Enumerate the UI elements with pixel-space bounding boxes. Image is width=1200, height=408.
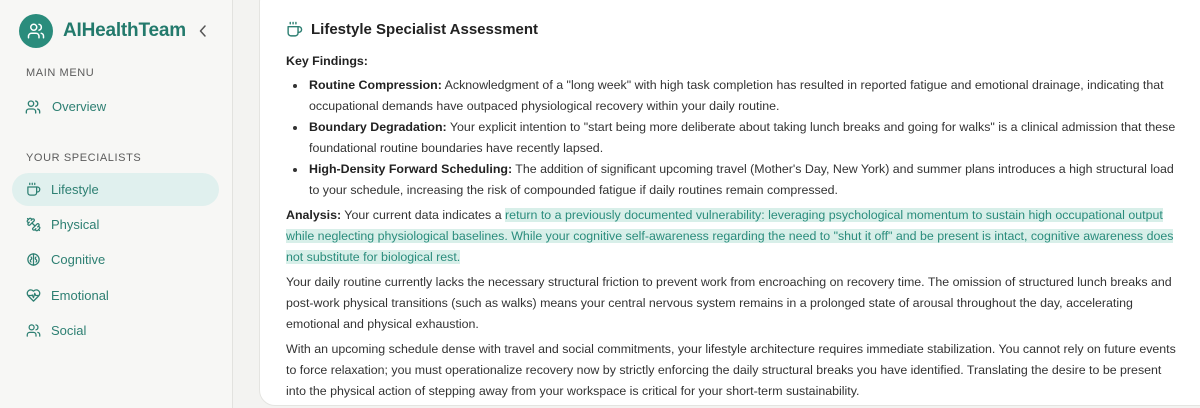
sidebar-item-label: Physical [51, 217, 100, 232]
heart-pulse-icon [25, 288, 41, 304]
assessment-title: Lifestyle Specialist Assessment [311, 21, 539, 38]
finding-text: Acknowledgment of a "long week" with high task completion has resulted in reported fatigue and emotional drainage, indicating that occupational demands have outpaced physiological recovery within your daily routine. [309, 78, 1164, 113]
paragraph-2: Your daily routine currently lacks the necessary structural friction to prevent work from encroaching on recovery time. The omission of structured lunch breaks and post-work physical transitions (such as walks) means your central nervous system remains in a prolonged state of arousal throughout the day, accelerating emotional and physical exhaustion. [286, 275, 1172, 331]
sidebar-item-overview[interactable] [12, 90, 219, 123]
finding-heading: Boundary Degradation: [309, 120, 447, 134]
dumbbell-icon [25, 217, 41, 233]
users-icon [25, 99, 41, 115]
cup-icon [25, 182, 41, 198]
assessment-card [259, 0, 1200, 406]
cup-icon [286, 21, 303, 38]
analysis-label: Analysis: [286, 208, 342, 222]
sidebar [0, 0, 233, 408]
finding-text: The addition of significant upcoming travel (Mother's Day, New York) and summer plans introduces a high structural load to your schedule, increasing the risk of compounded fatigue if daily routines remain compressed. [309, 162, 1174, 197]
brand[interactable] [19, 14, 186, 48]
key-findings-label: Key Findings: [286, 54, 368, 68]
list-item [292, 117, 1176, 159]
brain-icon [25, 252, 41, 268]
sidebar-item-label: Social [51, 323, 87, 338]
sidebar-item-label: Overview [52, 99, 107, 114]
brand-name: AIHealthTeam [63, 20, 186, 41]
finding-heading: Routine Compression: [309, 78, 442, 92]
findings-list [292, 75, 1176, 201]
card-header [286, 21, 538, 38]
collapse-sidebar-button[interactable] [196, 22, 210, 40]
brand-logo-icon [19, 14, 53, 48]
list-item [292, 159, 1176, 201]
sidebar-item-emotional[interactable] [12, 279, 219, 312]
analysis-paragraph [286, 205, 1176, 268]
analysis-intro: Your current data indicates a [341, 208, 506, 222]
analysis-highlight: return to a previously documented vulnerability: leveraging psychological momentum to sustain high occupational output while neglecting physiological baselines. While your cognitive self-awareness regarding the need to "shut it off" and be present is intact, cognitive awareness does not substitute for biological rest. [286, 208, 1174, 264]
users-icon [25, 323, 41, 339]
assessment-content [286, 51, 1176, 402]
sidebar-item-physical[interactable] [12, 208, 219, 241]
sidebar-item-social[interactable] [12, 314, 219, 347]
paragraph-3: With an upcoming schedule dense with travel and social commitments, your lifestyle architecture requires immediate stabilization. You cannot rely on future events to force relaxation; you must operationalize recovery now by strictly enforcing the daily structural breaks you have identified. Translating the desire to be present into the physical action of stepping away from your workspace is critical for your short-term sustainability. [286, 342, 1176, 398]
list-item [292, 75, 1176, 117]
finding-heading: High-Density Forward Scheduling: [309, 162, 513, 176]
specialists-title: YOUR SPECIALISTS [26, 152, 142, 164]
sidebar-item-label: Lifestyle [51, 182, 99, 197]
main-menu-title: MAIN MENU [26, 67, 95, 79]
finding-text: Your explicit intention to "start being more deliberate about taking lunch breaks and going for walks" is a clinical admission that these foundational routine boundaries have recently lapsed. [309, 120, 1176, 155]
sidebar-item-label: Emotional [51, 288, 109, 303]
sidebar-item-lifestyle[interactable] [12, 173, 219, 206]
sidebar-item-label: Cognitive [51, 252, 106, 267]
chevron-left-icon [199, 25, 207, 37]
sidebar-item-cognitive[interactable] [12, 243, 219, 276]
